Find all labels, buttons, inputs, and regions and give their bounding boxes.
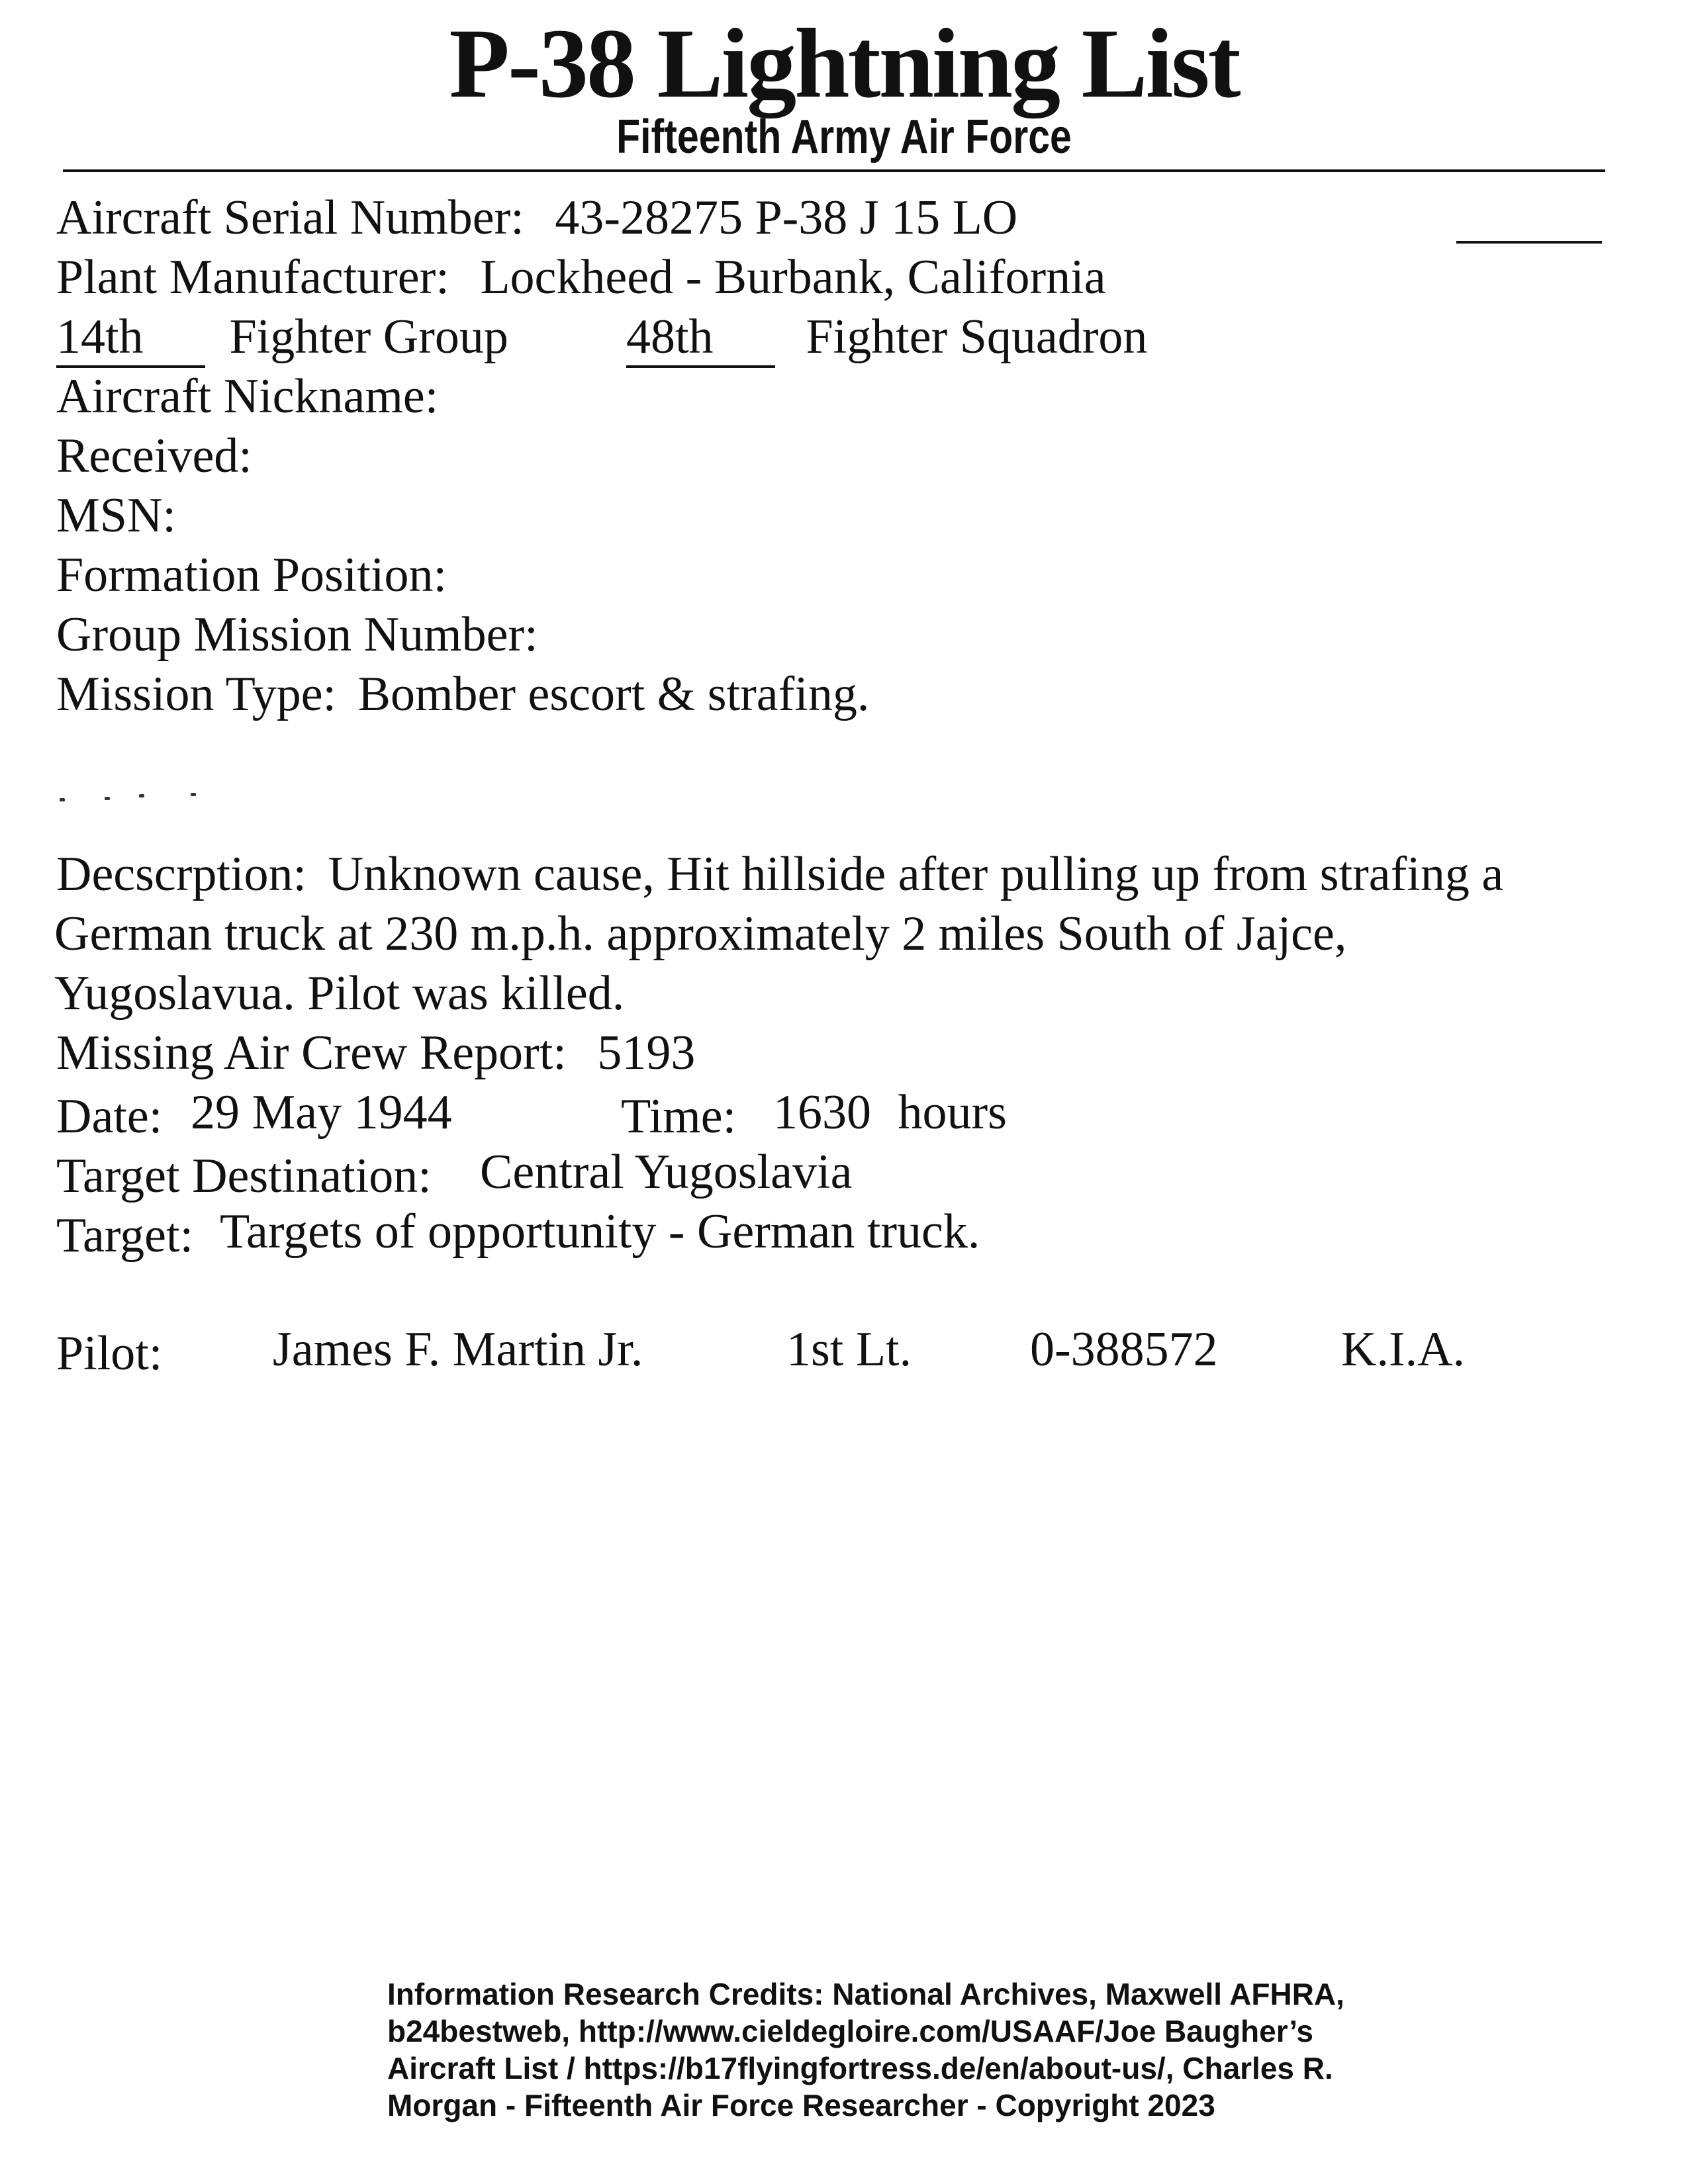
date-label: Date:: [56, 1089, 163, 1144]
mission-type-label: Mission Type:: [56, 667, 337, 721]
pilot-status: K.I.A.: [1341, 1322, 1466, 1377]
page-subtitle: Fifteenth Army Air Force: [616, 111, 1072, 163]
pilot-label: Pilot:: [56, 1326, 163, 1381]
description-label: Decscrption:: [56, 847, 307, 901]
target-value: Targets of opportunity - German truck.: [220, 1205, 980, 1259]
mission-type-row: [56, 667, 870, 721]
group-mission-label: Group Mission Number:: [56, 608, 538, 662]
description-line-1: [56, 847, 1504, 901]
formation-label: Formation Position:: [56, 548, 447, 602]
macr-row: [56, 1026, 696, 1080]
group-row: [56, 312, 508, 368]
serial-row: [56, 191, 1018, 245]
scan-mark: [60, 793, 199, 806]
header-divider: [63, 169, 1605, 172]
description-text-3: Yugoslavua. Pilot was killed.: [54, 966, 625, 1021]
manufacturer-row: [56, 250, 1106, 304]
msn-label: MSN:: [56, 488, 176, 543]
time-value: 1630: [773, 1085, 871, 1140]
credits-line-4: Morgan - Fifteenth Air Force Researcher - Copyright 2023: [387, 2088, 1215, 2122]
time-label: Time:: [621, 1089, 737, 1144]
macr-value: 5193: [597, 1026, 696, 1080]
macr-label: Missing Air Crew Report:: [56, 1026, 567, 1080]
squadron-label: Fighter Squadron: [806, 310, 1148, 364]
date-value: 29 May 1944: [191, 1085, 452, 1140]
manufacturer-label: Plant Manufacturer:: [56, 250, 449, 304]
target-destination-label: Target Destination:: [56, 1149, 432, 1203]
description-text-2: German truck at 230 m.p.h. approximately 2 miles South of Jajce,: [54, 907, 1347, 961]
blank-entry-line: [1456, 241, 1602, 244]
received-label: Received:: [56, 429, 252, 483]
target-destination-value: Central Yugoslavia: [480, 1145, 853, 1199]
credits-line-2: b24bestweb, http://www.cieldegloire.com/USAAF/Joe Baugher’s: [387, 2014, 1314, 2048]
credits-line-1: Information Research Credits: National Archives, Maxwell AFHRA,: [387, 1977, 1344, 2011]
time-unit: hours: [898, 1085, 1007, 1140]
group-label: Fighter Group: [229, 310, 508, 364]
pilot-rank: 1st Lt.: [786, 1322, 912, 1377]
pilot-name: James F. Martin Jr.: [273, 1322, 643, 1377]
research-credits: [387, 1976, 1344, 2124]
description-text-1: Unknown cause, Hit hillside after pulling up from strafing a: [328, 847, 1504, 901]
manufacturer-value: Lockheed - Burbank, California: [480, 250, 1106, 304]
page-title: P-38 Lightning List: [449, 9, 1239, 118]
serial-value: 43-28275 P-38 J 15 LO: [555, 191, 1018, 245]
group-value: 14th: [56, 312, 205, 368]
credits-line-3: Aircraft List / https://b17flyingfortress.de/en/about-us/, Charles R.: [387, 2051, 1333, 2085]
time-row: [773, 1085, 1007, 1140]
serial-label: Aircraft Serial Number:: [56, 191, 524, 245]
pilot-serial: 0-388572: [1030, 1322, 1218, 1377]
squadron-value: 48th: [626, 312, 775, 368]
target-label: Target:: [56, 1208, 194, 1263]
squadron-row: [626, 312, 1147, 368]
nickname-label: Aircraft Nickname:: [56, 369, 439, 424]
mission-type-value: Bomber escort & strafing.: [357, 667, 870, 721]
